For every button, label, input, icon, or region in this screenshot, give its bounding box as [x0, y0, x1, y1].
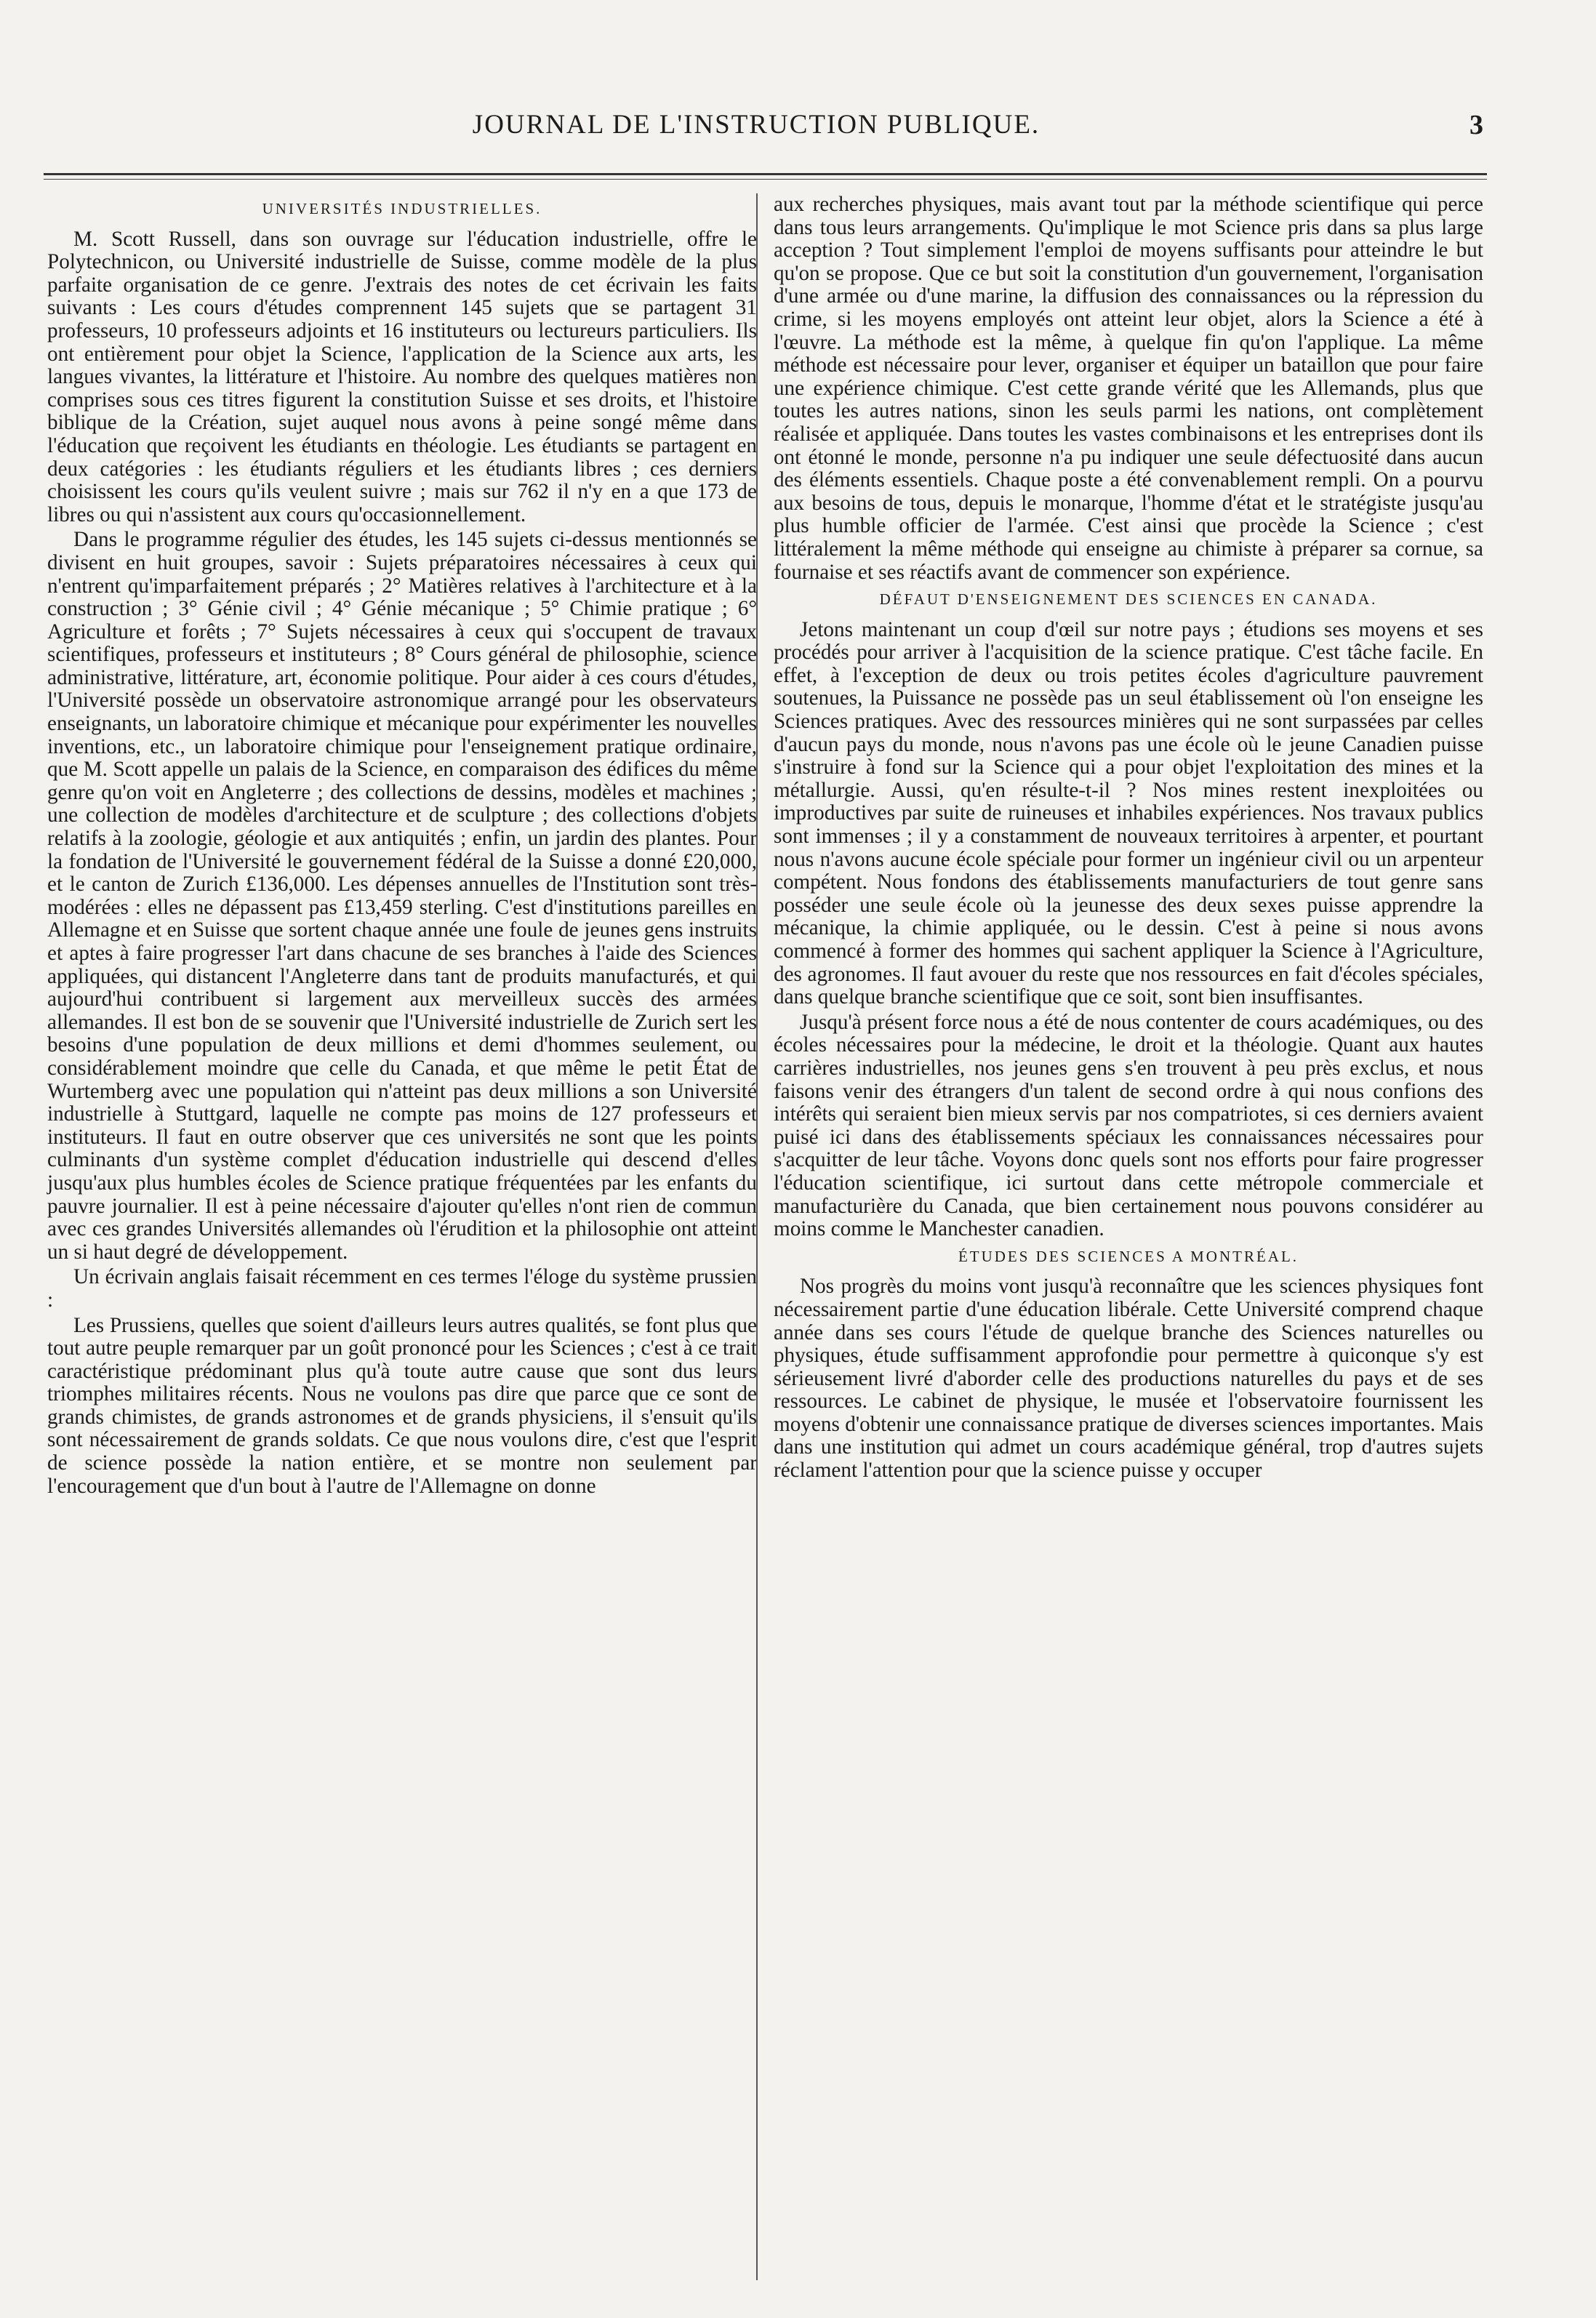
article-paragraph: Les Prussiens, quelles que soient d'ailleurs leurs autres qualités, se font plus que tout autre peuple remarquer par un goût prononcé pour les Sciences ; c'est à ce trait caractéristique prédominant plus qu'à toute autre cause que sont dus leurs triomphes militaires récents. Nous ne voulons pas dire que parce que ce sont de grands chimistes, de grands astronomes et de grands physiciens, il s'ensuit qu'ils sont nécessairement de grands soldats. Ce que nous voulons dire, c'est que l'esprit de science possède la nation entière, et se montre non seulement par l'encouragement que d'un bout à l'autre de l'Allemagne on donne — [47, 1313, 757, 1498]
article-paragraph: Jusqu'à présent force nous a été de nous contenter de cours académiques, ou des écoles nécessaires pour la médecine, le droit et la théologie. Quant aux hautes carrières industrielles, nos jeunes gens s'en trouvent à peu près exclus, et nous faisons venir des étrangers d'un talent de second ordre à qui nous confions des intérêts qui seraient bien mieux servis par nos compatriotes, si ces derniers avaient puisé ici dans des établissements spéciaux les connaissances nécessaires pour s'acquitter de leur tâche. Voyons donc quels sont nos efforts pour faire progresser l'éducation scientifique, ici surtout dans cette métropole commerciale et manufacturière du Canada, que bien certainement nous pouvons considérer au moins comme le Manchester canadien. — [774, 1010, 1483, 1241]
journal-title: JOURNAL DE L'INSTRUCTION PUBLIQUE. — [472, 110, 1040, 140]
right-column — [774, 193, 1483, 1485]
header-rule-thin — [44, 179, 1487, 180]
header-rule-thick — [44, 173, 1487, 175]
article-paragraph: Jetons maintenant un coup d'œil sur notre pays ; étudions ses moyens et ses procédés pour arriver à l'acquisition de la science pratique. C'est tâche facile. En effet, à l'exception de deux ou trois petites écoles d'agriculture pauvrement soutenues, la Puissance ne possède pas un seul établissement où l'on enseigne les Sciences pratiques. Avec des ressources minières qui ne sont surpassées par celles d'aucun pays du monde, nous n'avons pas une école où le jeune Canadien puisse s'instruire à fond sur la Science qui a pour objet l'exploitation des mines et la métallurgie. Aussi, qu'en résulte-t-il ? Nos mines restent inexploitées ou improductives par suite de ruineuses et inhabiles expériences. Nos travaux publics sont immenses ; il y a constamment de nouveaux territoires à arpenter, et pourtant nous n'avons aucune école spéciale pour former un ingénieur civil ou un arpenteur compétent. Nous fondons des établissements manufacturiers de tout genre sans posséder une seule école où la jeunesse des deux sexes puisse apprendre la mécanique, la chimie appliquée, ou le dessin. C'est à peine si nous avons commencé à former des hommes qui sachent appliquer la Science à l'Agriculture, des agronomes. Il faut avouer du reste que nos ressources en fait d'écoles spéciales, dans quelque branche scientifique que ce soit, sont bien insuffisantes. — [774, 617, 1483, 1009]
column-divider — [756, 193, 758, 2280]
section-heading: ÉTUDES DES SCIENCES A MONTRÉAL. — [958, 1247, 1299, 1265]
page-number: 3 — [1469, 110, 1483, 140]
article-paragraph: aux recherches physiques, mais avant tout par la méthode scientifique qui perce dans tous leurs arrangements. Qu'implique le mot Science pris dans sa plus large acception ? Tout simplement l'emploi de moyens suffisants pour atteindre le but qu'on se propose. Que ce but soit la constitution d'un gouvernement, l'organisation d'une armée ou d'une marine, la diffusion des connaissances ou la répression du crime, si les moyens employés ont atteint leur objet, alors la Science a été à l'œuvre. La méthode est la même, à quelque fin qu'on l'applique. La même méthode est nécessaire pour lever, organiser et équiper un bataillon que pour faire une expérience chimique. C'est cette grande vérité que les Allemands, plus que toutes les autres nations, sinon les seuls parmi les nations, ont complètement réalisée et appliquée. Dans toutes les vastes combinaisons et les entreprises dont ils ont étonné le monde, personne n'a pu indiquer une seule défectuosité dans aucun des éléments essentiels. Chaque poste a été convenablement rempli. On a pourvu aux besoins de tous, depuis le monarque, l'homme d'état et le stratégiste jusqu'au plus humble officier de l'armée. C'est ainsi que procède la Science ; c'est littéralement la même méthode qui enseigne au chimiste à préparer sa cornue, sa fournaise et ses réactifs avant de commencer son expérience. — [774, 193, 1483, 584]
article-paragraph: M. Scott Russell, dans son ouvrage sur l'éducation industrielle, offre le Polytechnicon, ou Université industrielle de Suisse, comme modèle de la plus parfaite organisation de ce genre. J'extrais des notes de cet écrivain les faits suivants : Les cours d'études comprennent 145 sujets que se partagent 31 professeurs, 10 professeurs adjoints et 16 instituteurs ou lectureurs particuliers. Ils ont entièrement pour objet la Science, l'application de la Science aux arts, les langues vivantes, la littérature et l'histoire. Au nombre des quelques matières non comprises sous ces titres figurent la constitution Suisse et ses droits, et l'histoire biblique de la Création, sujet auquel nous avons à peine songé même dans l'éducation que reçoivent les étudiants en théologie. Les étudiants se partagent en deux catégories : les étudiants réguliers et les étudiants libres ; ces derniers choisissent les cours qu'ils veulent suivre ; mais sur 762 il n'y en a que 173 de libres ou qui n'assistent aux cours qu'occasionnellement. — [47, 227, 757, 526]
section-heading: UNIVERSITÉS INDUSTRIELLES. — [262, 200, 542, 217]
page-header — [29, 109, 1483, 153]
left-column — [47, 193, 757, 1500]
article-paragraph: Dans le programme régulier des études, les 145 sujets ci-dessus mentionnés se divisent en huit groupes, savoir : Sujets préparatoires nécessaires à ceux qui n'entrent qu'imparfaitement préparés ; 2° Matières relatives à l'architecture et à la construction ; 3° Génie civil ; 4° Génie mécanique ; 5° Chimie pratique ; 6° Agriculture et forêts ; 7° Sujets nécessaires à ceux qui s'occupent de travaux scientifiques, professeurs et instituteurs ; 8° Cours général de philosophie, science administrative, littérature, art, économie politique. Pour aider à ces cours d'études, l'Université possède un observatoire astronomique arrangé pour les observateurs enseignants, un laboratoire chimique et mécanique pour expérimenter les nouvelles inventions, etc., un laboratoire chimique pour l'enseignement pratique ordinaire, que M. Scott appelle un palais de la Science, en comparaison des édifices du même genre qu'on voit en Angleterre ; des collections de dessins, modèles et machines ; une collection de modèles d'architecture et de sculpture ; des collections d'objets relatifs à la zoologie, géologie et aux antiquités ; enfin, un jardin des plantes. Pour la fondation de l'Université le gouvernement fédéral de la Suisse a donné £20,000, et le canton de Zurich £136,000. Les dépenses annuelles de l'Institution sont très-modérées : elles ne dépassent pas £13,459 sterling. C'est d'institutions pareilles en Allemagne et en Suisse que sortent chaque année une foule de jeunes gens instruits et aptes à faire progresser l'art dans chacune de ses branches à l'aide des Sciences appliquées, qui distancent l'Angleterre dans tant de produits manufacturés, et qui aujourd'hui contribuent si largement aux merveilleux succès des armées allemandes. Il est bon de se souvenir que l'Université industrielle de Zurich sert les besoins d'une population de deux millions et demi d'hommes seulement, ou considérablement moindre que celle du Canada, et que même le petit État de Wurtemberg avec une population qui n'atteint pas deux millions a son Université industrielle à Stuttgard, laquelle ne compte pas moins de 127 professeurs et instituteurs. Il faut en outre observer que ces universités ne sont que les points culminants d'un système complet d'éducation industrielle qui descend d'elles jusqu'aux plus humbles écoles de Science pratique fréquentées par les enfants du pauvre journalier. Il est à peine nécessaire d'ajouter qu'elles n'ont rien de commun avec ces grandes Universités allemandes où l'érudition et la philosophie ont atteint un si haut degré de développement. — [47, 528, 757, 1264]
article-paragraph: Nos progrès du moins vont jusqu'à reconnaître que les sciences physiques font nécessairement partie d'une éducation libérale. Cette Université comprend chaque année dans ses cours l'étude de quelque branche des Sciences naturelles ou physiques, étude suffisamment approfondie pour permettre à quiconque s'y est sérieusement livré d'aborder celle des productions naturelles du pays et de ses ressources. Le cabinet de physique, le musée et l'observatoire fournissent les moyens d'obtenir une connaissance pratique de diverses sciences importantes. Mais dans une institution qui admet un cours académique général, trop d'autres sujets réclament l'attention pour que la science puisse y occuper — [774, 1275, 1483, 1483]
article-paragraph: Un écrivain anglais faisait récemment en ces termes l'éloge du système prussien : — [47, 1265, 757, 1312]
section-heading: DÉFAUT D'ENSEIGNEMENT DES SCIENCES EN CANADA. — [879, 590, 1378, 609]
